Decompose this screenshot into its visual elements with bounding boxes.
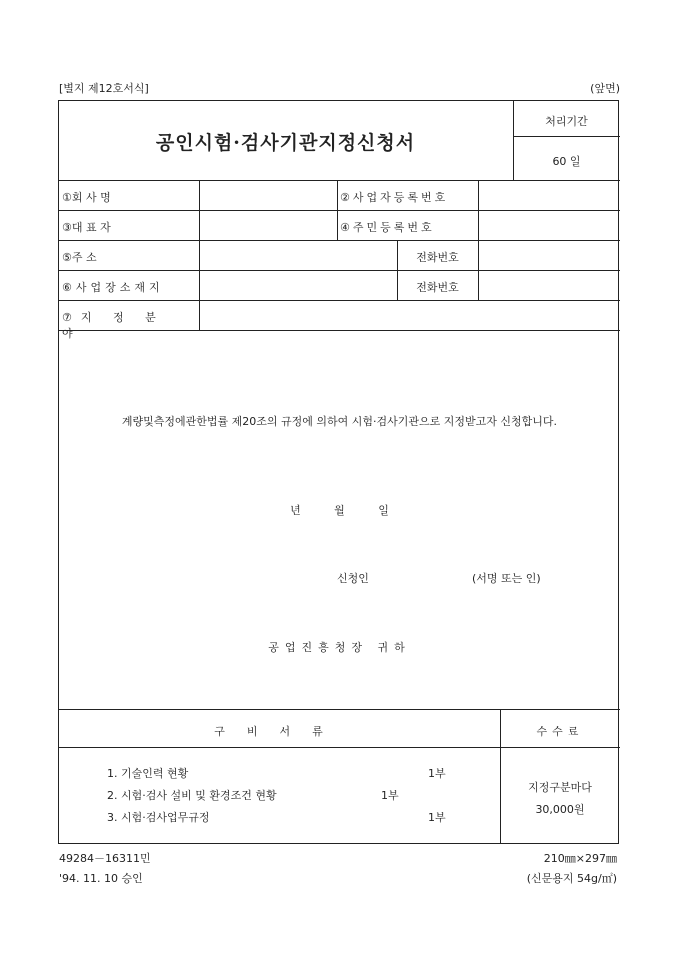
paper-size: 210㎜×297㎜	[543, 852, 617, 865]
business-reg-label: ②사업자등록번호	[340, 191, 449, 204]
required-documents-header: 구비서류	[214, 725, 345, 738]
form-number: [별지 제12호서식]	[59, 82, 149, 95]
document-qty: 1부	[428, 811, 446, 824]
approval-date: '94. 11. 10 승인	[59, 872, 143, 885]
recipient: 공업진흥청장 귀하	[268, 641, 411, 654]
page-side-label: (앞면)	[590, 82, 620, 95]
document-item: 3. 시험·검사업무규정	[107, 811, 210, 824]
document-item: 1. 기술인력 현황	[107, 767, 189, 780]
resident-reg-label: ④주민등록번호	[340, 221, 435, 234]
paper-type: (신문용지 54g/㎡)	[526, 872, 617, 885]
form-title: 공인시험·검사기관지정신청서	[155, 132, 416, 154]
fee-basis: 지정구분마다	[528, 781, 592, 794]
processing-period-label: 처리기간	[545, 115, 588, 128]
company-name-label: ①회 사 명	[62, 191, 111, 204]
application-statement: 계량및측정에관한법률 제20조의 규정에 의하여 시험·검사기관으로 지정받고자 신청합니다.	[121, 415, 558, 428]
signature-note: (서명 또는 인)	[472, 572, 541, 585]
document-qty: 1부	[428, 767, 446, 780]
document-qty: 1부	[381, 789, 399, 802]
fee-amount: 30,000원	[535, 803, 585, 816]
processing-period-value: 60 일	[552, 155, 581, 168]
representative-label: ③대 표 자	[62, 221, 111, 234]
applicant-label: 신청인	[337, 572, 369, 585]
phone-label: 전화번호	[416, 251, 459, 264]
designation-field-label: ⑦지 정 분 야	[62, 311, 165, 340]
date-line: 년 월 일	[290, 504, 389, 517]
application-form	[58, 100, 619, 844]
address-label: ⑤주 소	[62, 251, 97, 264]
site-location-label: ⑥사업장소재지	[62, 281, 164, 294]
form-code: 49284－16311민	[59, 852, 151, 865]
document-item: 2. 시험·검사 설비 및 환경조건 현황	[107, 789, 277, 802]
phone-label: 전화번호	[416, 281, 459, 294]
fee-header: 수수료	[536, 725, 584, 738]
